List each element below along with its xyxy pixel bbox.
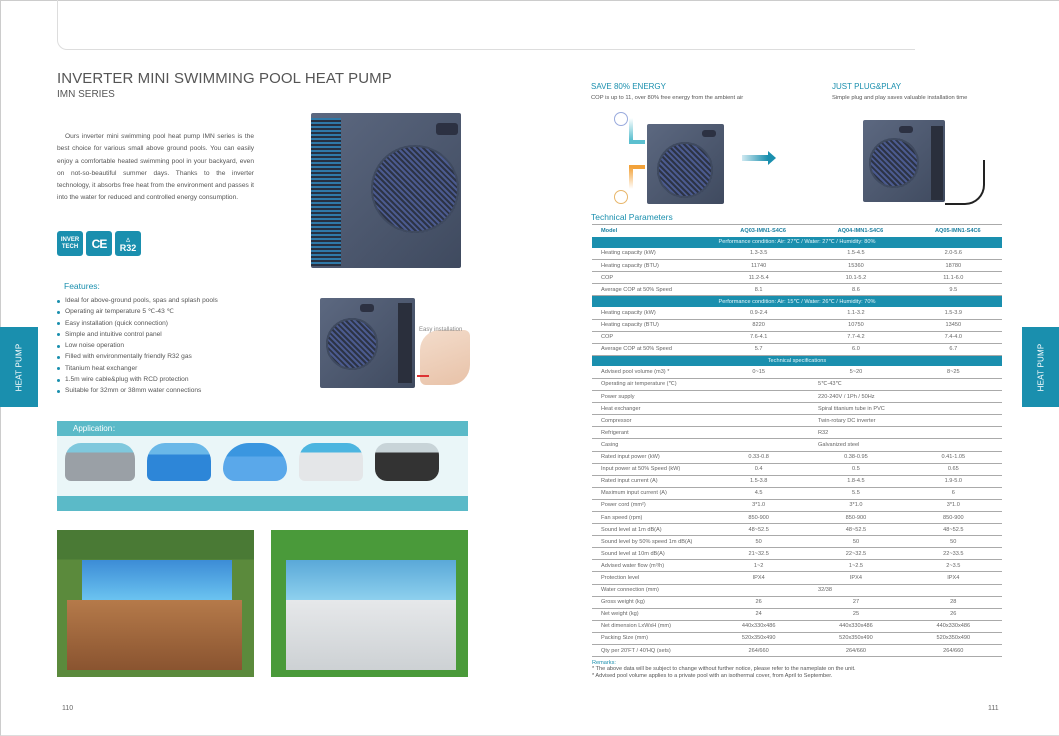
feature-item: 1.5m wire cable&plug with RCD protection [57, 374, 218, 385]
table-cell: 13450 [905, 319, 1002, 331]
table-cell: 0.41-1.05 [905, 451, 1002, 463]
table-cell: 11.1-6.0 [905, 272, 1002, 284]
row-label: Heating capacity (kW) [592, 248, 710, 260]
table-cell: 1.5-4.5 [807, 248, 904, 260]
fan-grille [326, 318, 378, 370]
row-label: Heat exchanger [592, 403, 710, 415]
electricity-icon [614, 112, 628, 126]
output-arrow-icon [742, 155, 768, 161]
table-row [592, 560, 1002, 572]
table-cell: 0.4 [710, 463, 807, 475]
section-header-row [592, 296, 1002, 307]
row-label: Sound level by 50% speed 1m dB(A) [592, 536, 710, 548]
table-cell: 0.5 [807, 463, 904, 475]
row-label: Net weight (kg) [592, 608, 710, 620]
table-cell: 440x330x486 [710, 620, 807, 632]
table-row [592, 319, 1002, 331]
table-cell: 28 [905, 596, 1002, 608]
table-cell: 22~32.5 [807, 548, 904, 560]
table-row [592, 331, 1002, 343]
table-cell: 1~2 [710, 560, 807, 572]
application-pool-images [65, 443, 439, 481]
table-row [592, 284, 1002, 296]
table-cell: 6.7 [905, 343, 1002, 355]
table-cell: 5.5 [807, 487, 904, 499]
row-label: Net dimension LxWxH (mm) [592, 620, 710, 632]
application-title: Application： [57, 421, 468, 436]
application-banner [57, 421, 468, 511]
table-cell: 3*1.0 [807, 499, 904, 511]
series-subtitle: IMN SERIES [57, 89, 115, 100]
table-cell: 8.1 [710, 284, 807, 296]
page-corner-decoration [57, 0, 915, 50]
table-row [592, 632, 1002, 644]
table-row [592, 524, 1002, 536]
table-cell: 26 [710, 596, 807, 608]
control-panel [436, 123, 458, 135]
table-cell: 11.2-5.4 [710, 272, 807, 284]
table-cell: 11740 [710, 260, 807, 272]
ambient-heat-icon [614, 190, 628, 204]
table-cell: IPX4 [710, 572, 807, 584]
oval-frame-pool-image [65, 443, 135, 481]
table-cell: 3*1.0 [710, 499, 807, 511]
features-list [57, 295, 218, 397]
row-label: COP [592, 331, 710, 343]
table-cell: 520x350x490 [710, 632, 807, 644]
table-cell: 27 [807, 596, 904, 608]
fan-grille [657, 142, 713, 198]
frame-pool-family-photo [271, 530, 468, 677]
table-cell: 6 [905, 487, 1002, 499]
table-cell: 5.7 [710, 343, 807, 355]
table-row [592, 260, 1002, 272]
control-panel [702, 130, 716, 137]
table-cell: 1.5-3.9 [905, 307, 1002, 319]
table-row [592, 536, 1002, 548]
table-cell: 0.33-0.8 [710, 451, 807, 463]
table-row [592, 475, 1002, 487]
side-tab-right [1022, 327, 1059, 407]
table-cell: IPX4 [807, 572, 904, 584]
table-cell: 48~52.5 [710, 524, 807, 536]
table-cell: 264/660 [807, 645, 904, 657]
table-cell: 21~32.5 [710, 548, 807, 560]
table-row [592, 584, 1002, 596]
table-row [592, 378, 1002, 390]
table-header-row [592, 225, 1002, 237]
table-row [592, 463, 1002, 475]
page-number-left: 110 [62, 705, 74, 712]
row-label: Refrigerant [592, 427, 710, 439]
remark-line: * The above data will be subject to change without further notice, please refer to the nameplate on the unit. [592, 666, 856, 673]
intro-paragraph: Ours inverter mini swimming pool heat pump IMN series is the best choice for various small above ground pools. You can easily enjoy a comfortable heated swimming pool in your backyard, even on not-so-beautiful summer days. Thanks to the inverter technology, it absorbs free heat from the environment and passes it into the water for reduced and controlled energy consumption. [57, 133, 254, 202]
row-label: Advised pool volume (m3) * [592, 366, 710, 378]
table-row [592, 427, 1002, 439]
table-cell: 1.5-3.8 [710, 475, 807, 487]
side-tab-left [0, 327, 38, 407]
energy-diagram-pump-image [647, 124, 724, 204]
page-title: INVERTER MINI SWIMMING POOL HEAT PUMP [57, 70, 392, 87]
table-cell: 50 [807, 536, 904, 548]
table-cell: 10.1-5.2 [807, 272, 904, 284]
table-cell: 0~15 [710, 366, 807, 378]
feature-item: Ideal for above-ground pools, spas and splash pools [57, 295, 218, 306]
row-label: Operating air temperature (℃) [592, 378, 710, 390]
table-cell: 0.65 [905, 463, 1002, 475]
section-header-row [592, 355, 1002, 366]
table-cell: 9.5 [905, 284, 1002, 296]
plug-play-text: Simple plug and play saves valuable installation time [832, 95, 968, 101]
save-energy-text: COP is up to 11, over 80% free energy from the ambient air [591, 95, 744, 101]
side-grille [311, 118, 341, 266]
table-cell: 10750 [807, 319, 904, 331]
feature-item: Suitable for 32mm or 38mm water connections [57, 385, 218, 396]
technical-parameters-table [592, 224, 1002, 657]
control-panel [899, 126, 913, 133]
row-label: Maximum input current (A) [592, 487, 710, 499]
table-row [592, 343, 1002, 355]
table-cell: 850-900 [807, 511, 904, 523]
plug-play-pump-image [863, 120, 945, 202]
feature-item: Titanium heat exchanger [57, 363, 218, 374]
table-cell: 50 [905, 536, 1002, 548]
ce-badge: CE [86, 231, 112, 256]
column-header: AQ04-IMN1-S4C6 [807, 225, 904, 237]
easy-installation-label: Easy installation [419, 327, 463, 333]
table-row [592, 596, 1002, 608]
table-cell: 2~3.5 [905, 560, 1002, 572]
heat-flow-arrow [629, 167, 633, 189]
inflatable-pool-image [223, 443, 287, 481]
row-label: Qty per 20'FT / 40'HQ (sets) [592, 645, 710, 657]
table-row [592, 487, 1002, 499]
r32-icon: △ [126, 236, 130, 243]
table-cell: 7.4-4.0 [905, 331, 1002, 343]
column-header: AQ03-IMN1-S4C6 [710, 225, 807, 237]
certification-badges [57, 231, 141, 256]
section-header: Technical specifications [592, 355, 1002, 366]
table-cell: IPX4 [905, 572, 1002, 584]
table-cell: 2.0-5.6 [905, 248, 1002, 260]
row-label: Advised water flow (m³/h) [592, 560, 710, 572]
page-number-right: 111 [988, 705, 999, 712]
table-row [592, 548, 1002, 560]
steel-wall-pool-image [299, 443, 363, 481]
application-bottom-bar [57, 496, 468, 511]
features-title: Features: [64, 281, 100, 291]
table-row [592, 248, 1002, 260]
table-row [592, 620, 1002, 632]
water-connection-side [398, 303, 412, 383]
row-label: Rated input power (kW) [592, 451, 710, 463]
table-cell: 264/660 [905, 645, 1002, 657]
table-cell: 1.9-5.0 [905, 475, 1002, 487]
save-energy-heading: SAVE 80% ENERGY [591, 82, 666, 91]
table-row [592, 645, 1002, 657]
table-row [592, 608, 1002, 620]
feature-item: Operating air temperature 5 ℃-43 ℃ [57, 306, 218, 317]
technical-parameters-title: Technical Parameters [591, 212, 673, 222]
row-label: Rated input current (A) [592, 475, 710, 487]
section-header-row [592, 237, 1002, 248]
row-label: COP [592, 272, 710, 284]
table-cell: 8~25 [905, 366, 1002, 378]
power-cord-image [945, 160, 985, 205]
row-label: Fan speed (rpm) [592, 511, 710, 523]
row-label: Sound level at 1m dB(A) [592, 524, 710, 536]
table-cell: 5~20 [807, 366, 904, 378]
inflatable-spa-image [375, 443, 439, 481]
remarks-title: Remarks: [592, 660, 616, 666]
table-row [592, 572, 1002, 584]
column-header: Model [592, 225, 710, 237]
row-label: Power cord (mm²) [592, 499, 710, 511]
table-cell: 25 [807, 608, 904, 620]
table-cell: 7.7-4.2 [807, 331, 904, 343]
table-cell: 0.9-2.4 [710, 307, 807, 319]
plug-play-heading: JUST PLUG&PLAY [832, 82, 902, 91]
inverter-tech-badge: INVER TECH [57, 231, 83, 256]
table-cell: 440x330x486 [905, 620, 1002, 632]
round-frame-pool-image [147, 443, 211, 481]
table-row [592, 415, 1002, 427]
table-cell: 3*1.0 [905, 499, 1002, 511]
table-cell: 8220 [710, 319, 807, 331]
table-cell: 6.0 [807, 343, 904, 355]
cold-flow-arrow-head [629, 140, 645, 144]
table-row [592, 272, 1002, 284]
row-label: Power supply [592, 391, 710, 403]
feature-item: Low noise operation [57, 340, 218, 351]
table-row [592, 391, 1002, 403]
cold-flow-arrow [629, 118, 633, 140]
table-row [592, 307, 1002, 319]
column-header: AQ05-IMN1-S4C6 [905, 225, 1002, 237]
row-label: Water connection (mm) [592, 584, 710, 596]
table-cell: 5℃-43℃ [710, 378, 1002, 390]
table-cell: 32/38 [710, 584, 1002, 596]
row-label: Packing Size (mm) [592, 632, 710, 644]
row-label: Heating capacity (kW) [592, 307, 710, 319]
table-cell: 1~2.5 [807, 560, 904, 572]
row-label: Input power at 50% Speed (kW) [592, 463, 710, 475]
control-panel [360, 304, 374, 312]
remark-line: * Advised pool volume applies to a private pool with an isothermal cover, from April to September. [592, 672, 833, 679]
row-label: Average COP at 50% Speed [592, 284, 710, 296]
table-row [592, 499, 1002, 511]
table-cell: 26 [905, 608, 1002, 620]
fan-grille [371, 145, 459, 233]
table-row [592, 511, 1002, 523]
table-cell: 850-900 [905, 511, 1002, 523]
side-connections [931, 126, 943, 200]
table-cell: 0.38-0.95 [807, 451, 904, 463]
table-cell: 24 [710, 608, 807, 620]
feature-item: Filled with environmentally friendly R32 gas [57, 351, 218, 362]
feature-item: Simple and intuitive control panel [57, 329, 218, 340]
installation-pump-image [320, 298, 415, 388]
table-cell: 1.3-3.5 [710, 248, 807, 260]
table-cell: 520x350x490 [807, 632, 904, 644]
table-row [592, 403, 1002, 415]
table-row [592, 366, 1002, 378]
table-cell: Galvanized steel [710, 439, 1002, 451]
wooden-pool-photo [57, 530, 254, 677]
table-cell: 520x350x490 [905, 632, 1002, 644]
table-cell: R32 [710, 427, 1002, 439]
table-cell: 440x330x486 [807, 620, 904, 632]
table-cell: 7.6-4.1 [710, 331, 807, 343]
table-cell: 48~52.5 [905, 524, 1002, 536]
row-label: Heating capacity (BTU) [592, 260, 710, 272]
table-row [592, 439, 1002, 451]
side-tab-label: HEAT PUMP [1036, 343, 1046, 391]
table-cell: 50 [710, 536, 807, 548]
heat-pump-product-image [311, 113, 461, 268]
fan-grille [869, 138, 919, 188]
row-label: Gross weight (kg) [592, 596, 710, 608]
row-label: Casing [592, 439, 710, 451]
row-label: Protection level [592, 572, 710, 584]
row-label: Average COP at 50% Speed [592, 343, 710, 355]
table-cell: 15360 [807, 260, 904, 272]
r32-badge: △ R32 [115, 231, 141, 256]
feature-item: Easy installation (quick connection) [57, 318, 218, 329]
table-cell: 220-240V / 1Ph / 50Hz [710, 391, 1002, 403]
table-cell: 850-900 [710, 511, 807, 523]
table-cell: 22~33.5 [905, 548, 1002, 560]
table-cell: 48~52.5 [807, 524, 904, 536]
table-cell: 264/660 [710, 645, 807, 657]
side-tab-label: HEAT PUMP [14, 343, 24, 391]
table-cell: Spiral titanium tube in PVC [710, 403, 1002, 415]
section-header: Performance condition: Air: 15℃ / Water: 26℃ / Humidity: 70% [592, 296, 1002, 307]
red-arrow-icon [417, 375, 429, 377]
table-cell: 18780 [905, 260, 1002, 272]
table-row [592, 451, 1002, 463]
table-cell: 4.5 [710, 487, 807, 499]
table-cell: 1.8-4.5 [807, 475, 904, 487]
section-header: Performance condition: Air: 27℃ / Water: 27℃ / Humidity: 80% [592, 237, 1002, 248]
table-cell: 1.1-3.2 [807, 307, 904, 319]
remarks [592, 660, 856, 679]
row-label: Sound level at 10m dB(A) [592, 548, 710, 560]
table-cell: 8.6 [807, 284, 904, 296]
row-label: Compressor [592, 415, 710, 427]
row-label: Heating capacity (BTU) [592, 319, 710, 331]
table-cell: Twin-rotary DC inverter [710, 415, 1002, 427]
